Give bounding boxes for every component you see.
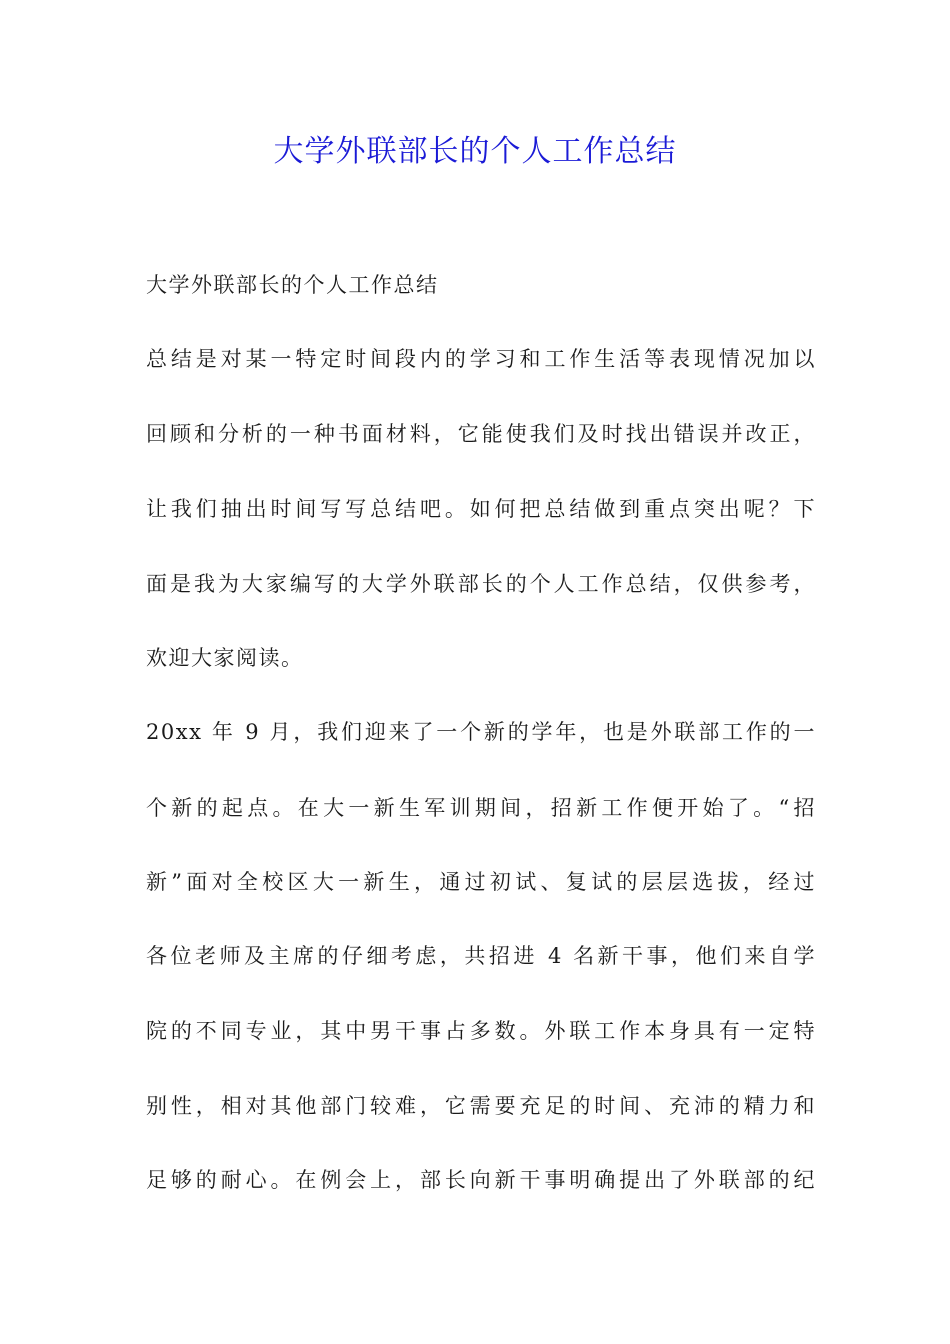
paragraph-line: 新”面对全校区大一新生，通过初试、复试的层层选拔，经过 <box>146 870 816 894</box>
paragraph-line: 院的不同专业，其中男干事占多数。外联工作本身具有一定特 <box>146 1019 816 1043</box>
paragraph-line: 20xx 年 9 月，我们迎来了一个新的学年，也是外联部工作的一 <box>146 720 816 744</box>
paragraph-line: 回顾和分析的一种书面材料，它能使我们及时找出错误并改正， <box>146 422 816 446</box>
document-title: 大学外联部长的个人工作总结 <box>273 134 677 169</box>
paragraph-line: 欢迎大家阅读。 <box>146 646 304 670</box>
paragraph-line: 足够的耐心。在例会上，部长向新干事明确提出了外联部的纪 <box>146 1168 816 1192</box>
subtitle-line: 大学外联部长的个人工作总结 <box>146 273 439 297</box>
paragraph-line: 别性，相对其他部门较难，它需要充足的时间、充沛的精力和 <box>146 1094 816 1118</box>
paragraph-line: 面是我为大家编写的大学外联部长的个人工作总结，仅供参考， <box>146 572 816 596</box>
paragraph-line: 个新的起点。在大一新生军训期间，招新工作便开始了。“招 <box>146 796 816 820</box>
paragraph-line: 各位老师及主席的仔细考虑，共招进 4 名新干事，他们来自学 <box>146 944 816 968</box>
paragraph-line: 让我们抽出时间写写总结吧。如何把总结做到重点突出呢？下 <box>146 497 816 521</box>
paragraph-line: 总结是对某一特定时间段内的学习和工作生活等表现情况加以 <box>146 347 816 371</box>
